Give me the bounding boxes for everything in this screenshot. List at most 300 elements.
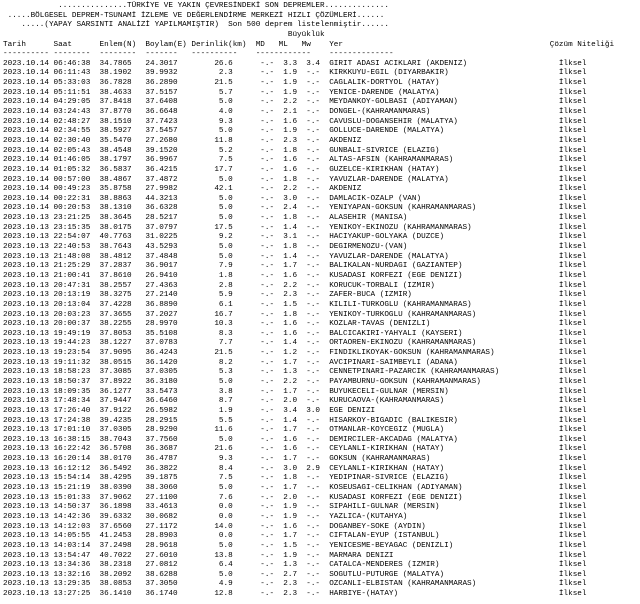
location-cell: CAGLALIK-DORTYOL (HATAY) [329, 79, 440, 88]
depth-cell: 6.1 [218, 300, 233, 309]
depth-cell: 21.5 [214, 349, 233, 358]
latitude-cell: 37.3655 [99, 310, 132, 319]
time-cell: 17:48:34 [53, 397, 91, 406]
longitude-cell: 36.3180 [145, 377, 178, 386]
date-cell: 2023.10.14 [3, 69, 49, 78]
longitude-cell: 39.1520 [145, 146, 178, 155]
depth-cell: 5.0 [218, 570, 233, 579]
location-cell: YAZLICA-(KUTAHYA) [329, 512, 408, 521]
ml-cell: 1.8 [283, 146, 298, 155]
longitude-cell: 37.7560 [145, 435, 178, 444]
date-cell: 2023.10.13 [3, 291, 49, 300]
ml-cell: 3.0 [283, 464, 298, 473]
solution-quality-cell: İlksel [558, 59, 587, 68]
md-cell: -.- [260, 474, 275, 483]
earthquake-row [3, 455, 637, 465]
latitude-cell: 38.1510 [99, 117, 132, 126]
location-cell: SIPAHILI-GULNAR (MERSIN) [329, 503, 440, 512]
mw-cell: -.- [306, 590, 321, 599]
date-cell: 2023.10.13 [3, 233, 49, 242]
longitude-cell: 36.1740 [145, 590, 178, 599]
depth-cell: 7.6 [218, 493, 233, 502]
date-cell: 2023.10.14 [3, 59, 49, 68]
earthquake-row [3, 291, 637, 301]
depth-cell: 5.0 [218, 377, 233, 386]
ml-cell: 2.4 [283, 204, 298, 213]
time-cell: 22:40:53 [53, 243, 91, 252]
solution-quality-cell: İlksel [558, 127, 587, 136]
earthquake-row [3, 79, 637, 89]
column-header-mw: Mw [301, 40, 311, 49]
mw-cell: -.- [306, 580, 321, 589]
depth-cell: 21.6 [214, 445, 233, 454]
time-cell: 14:50:37 [53, 503, 91, 512]
ml-cell: 2.2 [283, 185, 298, 194]
depth-cell: 11.6 [214, 426, 233, 435]
date-cell: 2023.10.14 [3, 136, 49, 145]
ml-cell: 1.7 [283, 426, 298, 435]
longitude-cell: 37.0783 [145, 339, 178, 348]
date-cell: 2023.10.14 [3, 127, 49, 136]
md-cell: -.- [260, 233, 275, 242]
earthquake-row [3, 474, 637, 484]
mw-cell: -.- [306, 320, 321, 329]
depth-cell: 2.8 [218, 281, 233, 290]
date-cell: 2023.10.14 [3, 146, 49, 155]
earthquake-row [3, 127, 637, 137]
ml-cell: 2.3 [283, 136, 298, 145]
md-cell: -.- [260, 339, 275, 348]
solution-quality-cell: İlksel [558, 532, 587, 541]
earthquake-row [3, 445, 637, 455]
longitude-cell: 35.5108 [145, 329, 178, 338]
time-cell: 16:38:15 [53, 435, 91, 444]
depth-cell: 17.5 [214, 223, 233, 232]
md-cell: -.- [260, 590, 275, 599]
md-cell: -.- [260, 117, 275, 126]
time-cell: 14:12:03 [53, 522, 91, 531]
solution-quality-cell: İlksel [558, 156, 587, 165]
solution-quality-cell: İlksel [558, 117, 587, 126]
solution-quality-cell: İlksel [558, 98, 587, 107]
time-cell: 16:22:42 [53, 445, 91, 454]
ml-cell: 2.3 [283, 580, 298, 589]
latitude-cell: 36.1898 [99, 503, 132, 512]
ml-cell: 2.2 [283, 377, 298, 386]
earthquake-row [3, 330, 637, 340]
time-cell: 02:05:43 [53, 146, 91, 155]
ml-cell: 1.7 [283, 262, 298, 271]
time-cell: 03:24:43 [53, 108, 91, 117]
mw-cell: -.- [306, 156, 321, 165]
longitude-cell: 27.0812 [145, 561, 178, 570]
solution-quality-cell: İlksel [558, 522, 587, 531]
mw-cell: -.- [306, 493, 321, 502]
solution-quality-cell: İlksel [558, 271, 587, 280]
depth-cell: 4.0 [218, 108, 233, 117]
date-cell: 2023.10.13 [3, 387, 49, 396]
solution-quality-cell: İlksel [558, 281, 587, 290]
mw-cell: 3.0 [306, 406, 321, 415]
location-cell: KORUCUK-TORBALI (IZMIR) [329, 281, 435, 290]
depth-cell: 12.8 [214, 590, 233, 599]
location-cell: YENICE-DARENDE (MALATYA) [329, 88, 440, 97]
mw-cell: -.- [306, 262, 321, 271]
md-cell: -.- [260, 503, 275, 512]
mw-cell: -.- [306, 368, 321, 377]
date-cell: 2023.10.13 [3, 484, 49, 493]
md-cell: -.- [260, 377, 275, 386]
depth-cell: 5.9 [218, 291, 233, 300]
latitude-cell: 38.0390 [99, 484, 132, 493]
earthquake-row [3, 176, 637, 186]
solution-quality-cell: İlksel [558, 223, 587, 232]
latitude-cell: 38.1797 [99, 156, 132, 165]
longitude-cell: 37.4848 [145, 252, 178, 261]
earthquake-row [3, 301, 637, 311]
longitude-cell: 36.8890 [145, 300, 178, 309]
earthquake-row [3, 60, 637, 70]
depth-cell: 8.4 [218, 464, 233, 473]
depth-cell: 5.3 [218, 368, 233, 377]
ml-cell: 2.2 [283, 98, 298, 107]
mw-cell: -.- [306, 484, 321, 493]
location-cell: OZCANLI-ELBISTAN (KAHRAMANMARAS) [329, 580, 477, 589]
latitude-cell: 37.4228 [99, 300, 132, 309]
md-cell: -.- [260, 165, 275, 174]
longitude-cell: 37.6408 [145, 98, 178, 107]
md-cell: -.- [260, 329, 275, 338]
md-cell: -.- [260, 368, 275, 377]
earthquake-row [3, 397, 637, 407]
time-cell: 06:11:43 [53, 69, 91, 78]
time-cell: 05:11:51 [53, 88, 91, 97]
longitude-cell: 27.1100 [145, 493, 178, 502]
location-cell: YENIYAPAN-GOKSUN (KAHRAMANMARAS) [329, 204, 477, 213]
earthquake-row [3, 108, 637, 118]
time-cell: 15:54:14 [53, 474, 91, 483]
column-header-latitude: Enlem(N) [99, 40, 137, 49]
location-cell: HISARKOY-BIGADIC (BALIKESIR) [329, 416, 458, 425]
depth-cell: 8.7 [218, 397, 233, 406]
md-cell: -.- [260, 387, 275, 396]
latitude-cell: 34.7865 [99, 59, 132, 68]
md-cell: -.- [260, 310, 275, 319]
solution-quality-cell: İlksel [558, 368, 587, 377]
solution-quality-cell: İlksel [558, 243, 587, 252]
time-cell: 18:58:23 [53, 368, 91, 377]
location-cell: GOLLUCE-DARENDE (MALATYA) [329, 127, 445, 136]
ml-cell: 2.0 [283, 493, 298, 502]
earthquake-row [3, 368, 637, 378]
solution-quality-cell: İlksel [558, 512, 587, 521]
earthquake-row [3, 118, 637, 128]
time-cell: 21:00:41 [53, 271, 91, 280]
depth-cell: 9.2 [218, 233, 233, 242]
mw-cell: -.- [306, 570, 321, 579]
ml-cell: 1.6 [283, 117, 298, 126]
ml-cell: 1.7 [283, 358, 298, 367]
md-cell: -.- [260, 464, 275, 473]
location-cell: PAYAMBURNU-GOKSUN (KAHRAMANMARAS) [329, 377, 481, 386]
mw-cell: -.- [306, 310, 321, 319]
latitude-cell: 36.1277 [99, 387, 132, 396]
solution-quality-cell: İlksel [558, 310, 587, 319]
date-cell: 2023.10.14 [3, 117, 49, 126]
latitude-cell: 38.7643 [99, 243, 132, 252]
time-cell: 00:22:31 [53, 194, 91, 203]
latitude-cell: 40.7763 [99, 233, 132, 242]
longitude-cell: 36.9967 [145, 156, 178, 165]
md-cell: -.- [260, 493, 275, 502]
depth-cell: 6.4 [218, 561, 233, 570]
location-cell: CEYLANLI-KIRIKHAN (HATAY) [329, 464, 445, 473]
longitude-cell: 36.4787 [145, 455, 178, 464]
date-cell: 2023.10.14 [3, 165, 49, 174]
ml-cell: 2.1 [283, 108, 298, 117]
solution-quality-cell: İlksel [558, 262, 587, 271]
ml-cell: 1.6 [283, 329, 298, 338]
depth-cell: 2.3 [218, 69, 233, 78]
location-cell: ORTAOREN-EKINOZU (KAHRAMANMARAS) [329, 339, 477, 348]
location-cell: CAVUSLU-DOGANSEHIR (MALATYA) [329, 117, 458, 126]
latitude-cell: 37.8053 [99, 329, 132, 338]
ml-cell: 1.6 [283, 156, 298, 165]
mw-cell: -.- [306, 397, 321, 406]
mw-cell: -.- [306, 146, 321, 155]
ml-cell: 2.2 [283, 281, 298, 290]
earthquake-row [3, 513, 637, 523]
depth-cell: 4.9 [218, 580, 233, 589]
date-cell: 2023.10.13 [3, 271, 49, 280]
solution-quality-cell: İlksel [558, 175, 587, 184]
date-cell: 2023.10.14 [3, 88, 49, 97]
date-cell: 2023.10.13 [3, 503, 49, 512]
solution-quality-cell: İlksel [558, 484, 587, 493]
md-cell: -.- [260, 358, 275, 367]
md-cell: -.- [260, 349, 275, 358]
depth-cell: 1.8 [218, 271, 233, 280]
date-cell: 2023.10.14 [3, 194, 49, 203]
depth-cell: 42.1 [214, 185, 233, 194]
longitude-cell: 36.4243 [145, 349, 178, 358]
time-cell: 20:13:19 [53, 291, 91, 300]
earthquake-row [3, 147, 637, 157]
longitude-cell: 27.1172 [145, 522, 178, 531]
earthquake-row [3, 185, 637, 195]
column-header-md: MD [255, 40, 265, 49]
mw-cell: -.- [306, 194, 321, 203]
date-cell: 2023.10.14 [3, 79, 49, 88]
time-cell: 17:01:10 [53, 426, 91, 435]
time-cell: 01:05:32 [53, 165, 91, 174]
ml-cell: 1.7 [283, 532, 298, 541]
solution-quality-cell: İlksel [558, 445, 587, 454]
longitude-cell: 44.3213 [145, 194, 178, 203]
mw-cell: 3.4 [306, 59, 321, 68]
md-cell: -.- [260, 175, 275, 184]
location-cell: KUSADASI KORFEZI (EGE DENIZI) [329, 493, 463, 502]
solution-quality-cell: İlksel [558, 561, 587, 570]
latitude-cell: 38.4812 [99, 252, 132, 261]
date-cell: 2023.10.13 [3, 252, 49, 261]
time-cell: 04:29:05 [53, 98, 91, 107]
solution-quality-cell: İlksel [558, 474, 587, 483]
mw-cell: -.- [306, 127, 321, 136]
location-cell: GIRIT ADASI ACIKLARI (AKDENIZ) [329, 59, 468, 68]
ml-cell: 2.3 [283, 291, 298, 300]
longitude-cell: 37.0305 [145, 368, 178, 377]
solution-quality-cell: İlksel [558, 377, 587, 386]
location-cell: SOGUTLU-PUTURGE (MALATYA) [329, 570, 445, 579]
earthquake-row [3, 542, 637, 552]
time-cell: 00:57:00 [53, 175, 91, 184]
earthquake-row [3, 195, 637, 205]
mw-cell: -.- [306, 541, 321, 550]
date-cell: 2023.10.13 [3, 532, 49, 541]
latitude-cell: 37.2498 [99, 541, 132, 550]
mw-cell: -.- [306, 175, 321, 184]
longitude-cell: 37.3050 [145, 580, 178, 589]
depth-cell: 5.0 [218, 243, 233, 252]
solution-quality-cell: İlksel [558, 79, 587, 88]
date-cell: 2023.10.13 [3, 551, 49, 560]
earthquake-row [3, 214, 637, 224]
solution-quality-cell: İlksel [558, 416, 587, 425]
subtitle-line [3, 12, 637, 22]
latitude-cell: 37.0305 [99, 426, 132, 435]
date-cell: 2023.10.14 [3, 98, 49, 107]
longitude-cell: 28.2915 [145, 416, 178, 425]
latitude-cell: 38.0170 [99, 455, 132, 464]
latitude-cell: 37.9062 [99, 493, 132, 502]
location-cell: GUNBALI-SIVRICE (ELAZIG) [329, 146, 440, 155]
longitude-cell: 39.1875 [145, 474, 178, 483]
mw-cell: -.- [306, 455, 321, 464]
md-cell: -.- [260, 194, 275, 203]
location-cell: DOGANBEY-SOKE (AYDIN) [329, 522, 426, 531]
ml-cell: 1.6 [283, 271, 298, 280]
mw-cell: -.- [306, 551, 321, 560]
depth-cell: 5.7 [218, 88, 233, 97]
solution-quality-cell: İlksel [558, 397, 587, 406]
date-cell: 2023.10.13 [3, 416, 49, 425]
location-cell: CENNETPINARI-PAZARCIK (KAHRAMANMARAS) [329, 368, 500, 377]
ml-cell: 1.7 [283, 455, 298, 464]
ml-cell: 2.0 [283, 397, 298, 406]
earthquake-row [3, 224, 637, 234]
time-cell: 15:21:19 [53, 484, 91, 493]
solution-quality-cell: İlksel [558, 387, 587, 396]
mw-cell: -.- [306, 358, 321, 367]
earthquake-row [3, 339, 637, 349]
column-header-depth: Derinlik(km) [191, 40, 247, 49]
date-cell: 2023.10.13 [3, 541, 49, 550]
latitude-cell: 38.3645 [99, 214, 132, 223]
mw-cell: -.- [306, 445, 321, 454]
column-header-solution-quality: Çözüm Niteliği [549, 40, 615, 49]
ml-cell: 1.4 [283, 416, 298, 425]
latitude-cell: 36.1410 [99, 590, 132, 599]
md-cell: -.- [260, 484, 275, 493]
date-cell: 2023.10.13 [3, 329, 49, 338]
depth-cell: 5.0 [218, 435, 233, 444]
latitude-cell: 37.8770 [99, 108, 132, 117]
latitude-cell: 37.9095 [99, 349, 132, 358]
md-cell: -.- [260, 580, 275, 589]
depth-cell: 8.2 [218, 358, 233, 367]
mw-cell: -.- [306, 532, 321, 541]
time-cell: 23:21:25 [53, 214, 91, 223]
depth-cell: 5.2 [218, 146, 233, 155]
earthquake-row [3, 378, 637, 388]
depth-cell: 7.9 [218, 262, 233, 271]
md-cell: -.- [260, 108, 275, 117]
depth-cell: 0.0 [218, 503, 233, 512]
md-cell: -.- [260, 397, 275, 406]
time-cell: 14:05:55 [53, 532, 91, 541]
latitude-cell: 38.2255 [99, 320, 132, 329]
location-cell: BALCICAKIRI-YAHYALI (KAYSERI) [329, 329, 463, 338]
mw-cell: -.- [306, 522, 321, 531]
ml-cell: 1.9 [283, 69, 298, 78]
earthquake-row [3, 580, 637, 590]
latitude-cell: 38.2092 [99, 570, 132, 579]
date-cell: 2023.10.13 [3, 455, 49, 464]
ml-cell: 3.0 [283, 194, 298, 203]
earthquake-row [3, 243, 637, 253]
earthquake-row [3, 98, 637, 108]
mw-cell: -.- [306, 281, 321, 290]
latitude-cell: 38.0515 [99, 358, 132, 367]
earthquake-row [3, 571, 637, 581]
mw-cell: -.- [306, 214, 321, 223]
md-cell: -.- [260, 512, 275, 521]
header-separator [3, 50, 637, 60]
latitude-cell: 36.5492 [99, 464, 132, 473]
depth-cell: 5.0 [218, 204, 233, 213]
date-cell: 2023.10.13 [3, 406, 49, 415]
longitude-cell: 36.6328 [145, 204, 178, 213]
earthquake-row [3, 494, 637, 504]
location-cell: AKDENIZ [329, 136, 362, 145]
earthquake-row [3, 262, 637, 272]
date-cell: 2023.10.13 [3, 445, 49, 454]
ml-cell: 2.3 [283, 590, 298, 599]
solution-quality-cell: İlksel [558, 551, 587, 560]
depth-cell: 7.7 [218, 339, 233, 348]
location-cell: YENIKOY-TURKOGLU (KAHRAMANMARAS) [329, 310, 477, 319]
depth-cell: 9.3 [218, 455, 233, 464]
longitude-cell: 37.5157 [145, 88, 178, 97]
date-cell: 2023.10.13 [3, 522, 49, 531]
depth-cell: 17.7 [214, 165, 233, 174]
mw-cell: -.- [306, 117, 321, 126]
location-cell: DEMIRCILER-AKCADAG (MALATYA) [329, 435, 458, 444]
solution-quality-cell: İlksel [558, 590, 587, 599]
mw-cell: -.- [306, 223, 321, 232]
earthquake-row [3, 166, 637, 176]
location-cell: KURUCAOVA-(KAHRAMANMARAS) [329, 397, 445, 406]
md-cell: -.- [260, 445, 275, 454]
latitude-cell: 37.9122 [99, 406, 132, 415]
latitude-cell: 36.5708 [99, 445, 132, 454]
md-cell: -.- [260, 570, 275, 579]
ml-cell: 3.3 [283, 59, 298, 68]
date-cell: 2023.10.13 [3, 262, 49, 271]
earthquake-row [3, 503, 637, 513]
depth-cell: 5.5 [218, 416, 233, 425]
